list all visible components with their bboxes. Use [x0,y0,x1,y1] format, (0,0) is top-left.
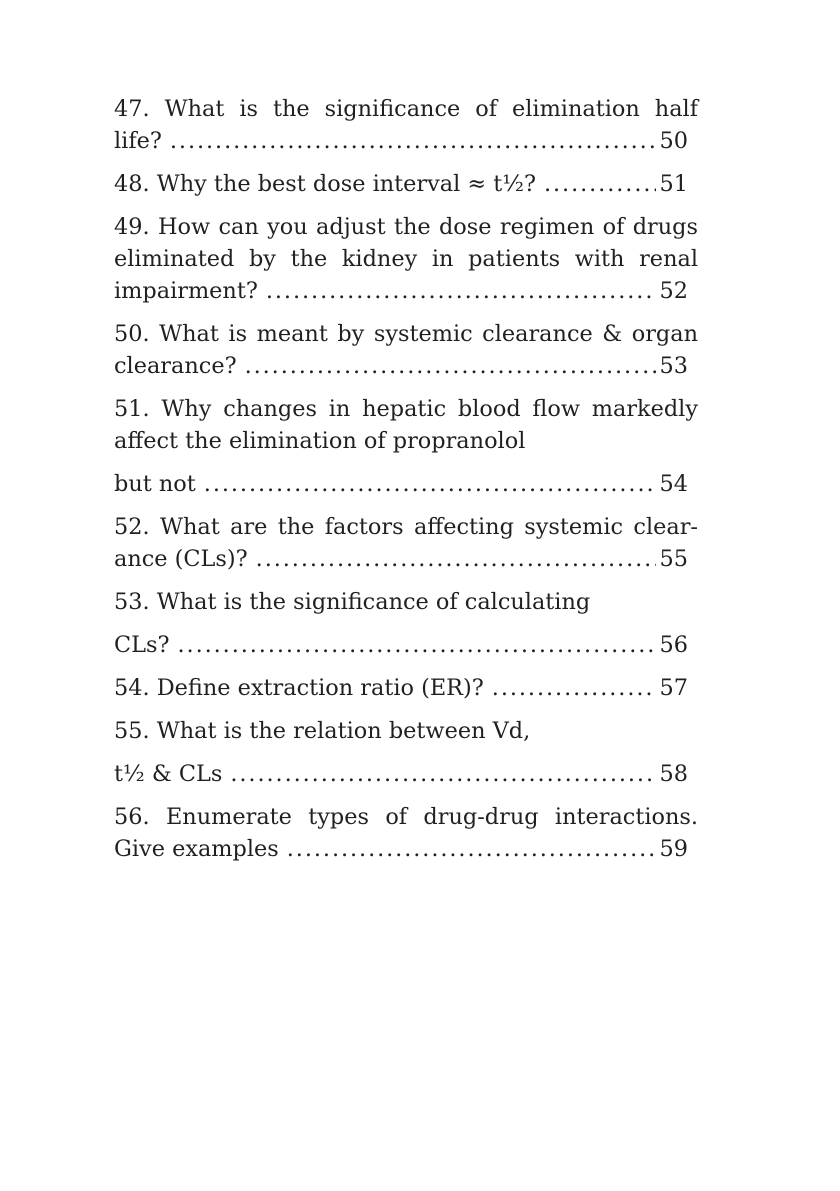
dot-leader [245,350,656,382]
page-number: 50 [659,128,688,154]
toc-entry-line [114,350,688,382]
toc-entry-49 [114,211,698,307]
toc-entry-line [114,672,688,704]
page-number: 53 [659,353,688,379]
page-number: 52 [659,278,688,304]
toc-entry-text: 53. What is the significance of calculating [114,589,591,615]
toc-entry-text: 52. What are the factors affecting systemic clear- [114,514,698,540]
page-number: 54 [659,471,688,497]
page-number: 58 [659,761,688,787]
toc-entry-text-end: but not [114,471,196,497]
dot-leader [256,543,656,575]
toc-entry-text-end: 48. Why the best dose interval ≈ t½? [114,171,536,197]
toc-entry-text-end: CLs? [114,632,170,658]
toc-entry-54 [114,672,698,704]
page-number: 51 [659,171,688,197]
toc-entry-53 [114,586,698,661]
toc-entry-text: 49. How can you adjust the dose regimen of drugs eliminated by the kidney in patients with renal [114,214,698,272]
page-number: 57 [659,675,688,701]
toc-entry-text-end: 54. Define extraction ratio (ER)? [114,675,484,701]
toc-entry-line [114,629,688,661]
page-number: 56 [659,632,688,658]
toc-entry-50 [114,318,698,382]
toc-entry-line [114,168,688,200]
toc-entry-text-end: Give examples [114,836,279,862]
dot-leader [287,833,656,865]
toc-entry-line [114,833,688,865]
dot-leader [544,168,656,200]
dot-leader [204,468,656,500]
toc-entry-line [114,758,688,790]
page-number: 59 [659,836,688,862]
toc-entry-text: 56. Enumerate types of drug-drug interactions. [114,804,698,830]
toc-entry-text-end: impairment? [114,278,258,304]
toc-entry-text: 47. What is the significance of elimination half [114,96,698,122]
toc-entry-text: 51. Why changes in hepatic blood flow markedly affect the elimination of propranolol [114,396,698,454]
toc-entry-line [114,125,688,157]
page-number: 55 [659,546,688,572]
toc-entry-52 [114,511,698,575]
toc-entry-55 [114,715,698,790]
dot-leader [266,275,656,307]
dot-leader [170,125,656,157]
toc-entry-56 [114,801,698,865]
toc-entry-text-end: ance (CLs)? [114,546,248,572]
toc-entry-text: 55. What is the relation between Vd, [114,718,531,744]
dot-leader [230,758,655,790]
table-of-contents [114,93,698,876]
toc-entry-text: 50. What is meant by systemic clearance & organ [114,321,698,347]
dot-leader [492,672,656,704]
toc-entry-text-end: clearance? [114,353,237,379]
toc-entry-51 [114,393,698,500]
toc-entry-line [114,468,688,500]
toc-entry-47 [114,93,698,157]
toc-entry-text-end: t½ & CLs [114,761,223,787]
toc-entry-text-end: life? [114,128,162,154]
dot-leader [178,629,656,661]
toc-entry-line [114,543,688,575]
toc-entry-line [114,275,688,307]
toc-entry-48 [114,168,698,200]
